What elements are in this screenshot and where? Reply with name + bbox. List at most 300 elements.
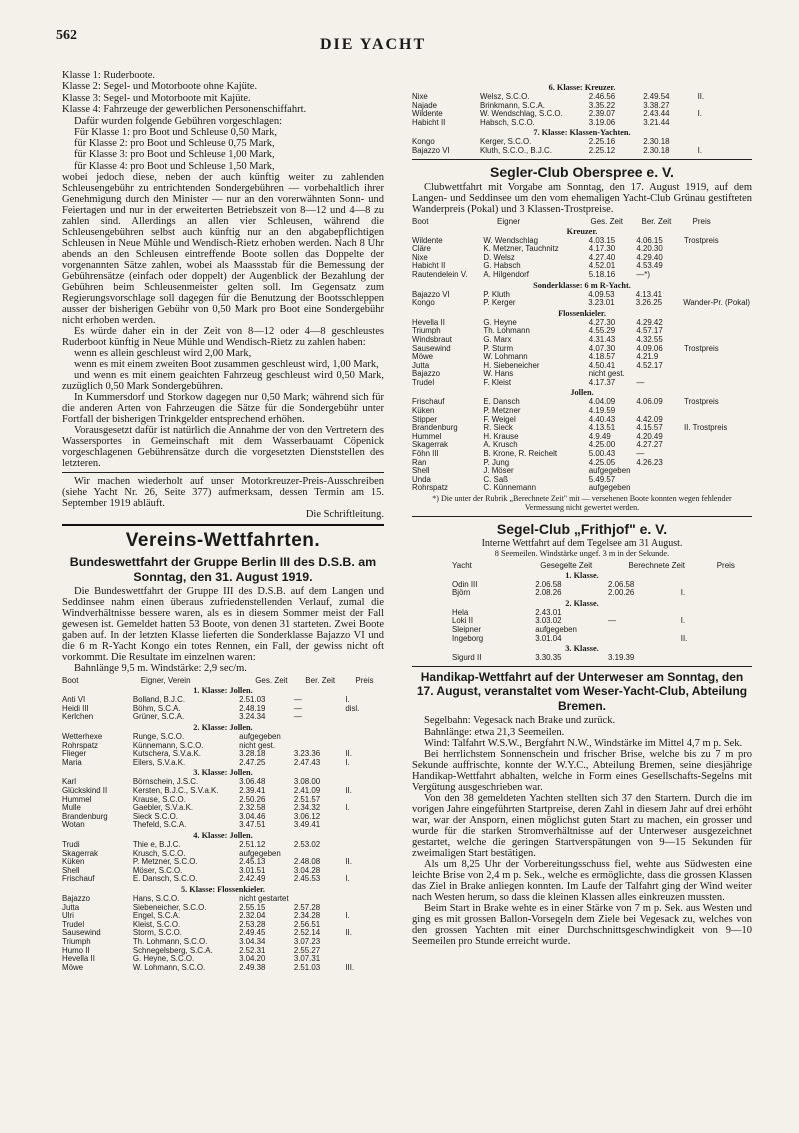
table-cell: I. (345, 757, 350, 767)
table-cell: 4.09.53 (588, 289, 615, 299)
table-cell: 3.06.12 (293, 811, 321, 821)
table-cell: 3.01.04 (535, 633, 562, 643)
table-cell: 2.51.03 (293, 962, 321, 972)
table-cell: Nixe (412, 92, 428, 101)
results-tables (412, 571, 752, 663)
table-cell: P. Metzner (483, 406, 521, 416)
gebuehr-item: für Klasse 4: pro Boot und Schleuse 1,50 Mark, (74, 160, 275, 172)
table-row (62, 947, 384, 956)
table-cell: 4.55.29 (588, 326, 616, 336)
table-cell: C. Saß (483, 474, 508, 484)
klasse-item: Klasse 3: Segel- und Motorboote mit Kajüte. (62, 92, 251, 104)
table-cell: Rohrspatz (412, 483, 448, 493)
table-cell: 3.38.27 (643, 100, 670, 110)
table-cell: Frischauf (412, 397, 445, 407)
table-cell (636, 467, 684, 476)
table-cell: R. Sieck (483, 423, 513, 433)
table-cell: I. (680, 588, 686, 598)
results-tables (412, 227, 752, 493)
table-cell: I. (345, 911, 350, 921)
table-cell: Odin III (452, 579, 478, 589)
table-cell: 3.23.36 (293, 749, 321, 759)
table-cell: Hevella II (62, 954, 95, 964)
table-cell (294, 733, 346, 742)
table-cell: Wotan (62, 820, 85, 830)
table-row (412, 93, 752, 102)
table-cell: P. Kluth (483, 289, 510, 299)
table-cell: Sigurd II (452, 653, 482, 663)
table-cell: 4.17.30 (588, 244, 616, 254)
table-cell: nicht gest. (239, 740, 276, 750)
class-title: 6. Klasse: Kreuzer. (548, 83, 616, 92)
divider (62, 524, 384, 526)
table-cell: 3.28.18 (239, 749, 266, 759)
race-intro: Interne Wettfahrt auf dem Tegelsee am 31 August. (481, 537, 683, 549)
results-table (412, 138, 752, 155)
paragraph: In Kummersdorf und Storkow dagegen nur 0,50 Mark; während sich für die anderen Arten von Fahrzeugen die Sätze für die Sondergebühr unter Fortfall der bisherigen Trinkgelder entsprechend erhöhen. (62, 392, 384, 426)
table-cell: Künnemann, S.C.O. (132, 740, 204, 750)
table-cell: I. (697, 145, 702, 155)
class-title: 2. Klasse: Jollen. (193, 723, 253, 733)
club-title: Segler-Club Oberspree e. V. (490, 163, 674, 180)
table-cell: Sieck S.C.O. (132, 811, 178, 821)
class-title: 7. Klasse: Klassen-Yachten. (533, 128, 631, 138)
header-ber: Ber. Zeit (641, 216, 672, 226)
table-cell: Welsz, S.C.O. (480, 92, 530, 101)
table-cell: Flieger (62, 749, 87, 759)
table-cell: 4.20.49 (636, 431, 663, 441)
table-cell: 5.49.57 (588, 474, 616, 484)
table-row (62, 733, 384, 742)
table-cell: 4.04.09 (588, 397, 616, 407)
table-cell: 3.07.31 (293, 954, 321, 964)
table-cell: Mulle (62, 803, 81, 813)
table-cell: Bajazzo VI (412, 145, 450, 155)
table-row (62, 938, 384, 947)
table-cell: Börnschein, J.S.C. (132, 777, 199, 787)
table-cell: — (636, 377, 645, 387)
results-tables (62, 686, 384, 972)
table-row (412, 110, 752, 119)
table-cell: A. Hilgendorf (483, 269, 530, 279)
table-cell: Najade (412, 100, 438, 110)
race-detail: Wind: Talfahrt W.S.W., Bergfahrt N.W., Windstärke im Mittel 4,7 m p. Sek. (424, 738, 743, 750)
divider (412, 666, 752, 667)
table-cell: disl. (345, 703, 360, 713)
table-cell: II. (345, 749, 352, 759)
table-cell: Habsch, S.C.O. (480, 117, 535, 127)
table-cell: Hummel (412, 431, 442, 441)
table-cell: P. Metzner, S.C.O. (132, 857, 198, 867)
table-row (452, 654, 712, 663)
table-cell: Windsbraut (412, 334, 452, 344)
table-cell: Th. Lohmann (483, 326, 530, 336)
table-cell: Wander-Pr. (Pokal) (683, 298, 750, 308)
table-cell: 3.04.28 (293, 865, 321, 875)
left-column (62, 70, 384, 972)
table-cell: Skagerrak (62, 848, 98, 858)
table-cell (684, 262, 752, 271)
table-cell: 2.43.01 (535, 607, 562, 617)
table-cell: 3.01.51 (239, 865, 266, 875)
race-title: Handikap-Wettfahrt auf der Unterweser am Sonntag, den 17. August, veranstaltet vom Weser-Yacht-Club, Abteilung Bremen. (416, 669, 748, 713)
table-row (62, 929, 384, 938)
table-cell: W. Lohmann (483, 352, 528, 362)
table-cell: Humo II (62, 945, 90, 955)
table-cell: — (636, 449, 645, 459)
table-cell: I. (697, 109, 702, 119)
header-ber: Ber. Zeit (305, 676, 336, 686)
table-row (412, 119, 752, 128)
table-row (412, 237, 752, 246)
table-cell: 3.21.44 (643, 117, 670, 127)
results-table (62, 778, 384, 830)
section-title: Vereins-Wettfahrten. (125, 530, 321, 552)
table-cell: 2.49.45 (239, 928, 266, 938)
table-cell: P. Jung (483, 457, 510, 467)
table-cell: 2.34.32 (293, 803, 321, 813)
table-cell: Maria (62, 757, 82, 767)
header-eigner: Eigner, Verein (140, 676, 191, 686)
table-cell: Hummel (62, 794, 92, 804)
race-text: Die Bundeswettfahrt der Gruppe III des D.S.B. auf dem Langen und Seddinsee nahm einen überaus zufriedenstellenden Verlauf, zumal die Windverhältnisse bessere waren, als es in diesem Sommer meist der Fall gewesen ist. Gemeldet hatten 53 Boote, von denen 31 starteten. Zwei Boote gaben auf. In der letzten Klasse lieferten die Sonderklasse Bajazzo VI und die 6 m R-Yacht Kongo ein totes Rennen, ein Fall, der gewiss nicht oft vorkommt. Die Resultate im einzelnen waren: (62, 586, 384, 664)
notice: Wir machen wiederholt auf unser Motorkreuzer-Preis-Ausschreiben (siehe Yacht Nr. 26, Seite 377) aufmerksam, dessen Termin am 15. September 1919 abläuft. (62, 476, 384, 510)
table-cell: Habicht II (412, 261, 446, 271)
table-cell (684, 379, 752, 388)
table-cell: 4.13.51 (588, 423, 616, 433)
table-row (452, 581, 712, 590)
table-cell: Glückskind II (62, 786, 108, 795)
table-cell: 2.55.15 (239, 902, 266, 912)
table-cell (345, 938, 384, 947)
table-cell: Trudi (62, 839, 80, 849)
table-cell: Heidi III (62, 703, 89, 713)
table-row (62, 895, 384, 904)
table-cell: 4.20.30 (636, 244, 663, 254)
table-cell: D. Welsz (483, 252, 515, 262)
table-row (412, 379, 752, 388)
table-cell: Jutta (412, 360, 430, 370)
table-row (412, 245, 752, 254)
table-cell: 2.50.26 (239, 794, 266, 804)
table-cell: W. Hans (483, 369, 514, 379)
table-row (62, 867, 384, 876)
table-cell (345, 867, 384, 876)
table-cell: 3.04.34 (239, 936, 266, 946)
table-cell: Jutta (62, 902, 80, 912)
table-cell: G. Marx (483, 334, 512, 344)
gebuehr-item: Für Klasse 1: pro Boot und Schleuse 0,50 Mark, (74, 126, 277, 138)
table-row (412, 327, 752, 336)
table-cell: P. Sturm (483, 343, 514, 353)
table-cell: Engel, S.C.A. (132, 911, 181, 921)
table-row (62, 921, 384, 930)
table-cell: 4.27.27 (636, 440, 663, 450)
table-cell: Kongo (412, 298, 435, 308)
table-cell: 3.23.01 (588, 298, 615, 308)
table-cell: Möwe (62, 962, 84, 972)
table-cell: 4.57.17 (636, 326, 663, 336)
paragraph: Bei herrlichstem Sonnenschein und frischer Brise, welche bis zu 7 m pro Sekunde auffrischte, konnte der W.Y.C., Abteilung Bremen, seine diesjährige Handikap-Wettfahrt abhalten, welche in Form eines Gesellschafts-Segelns mit Vergütung ausgeschrieben war. (412, 749, 752, 794)
table-cell: Hevella II (412, 317, 445, 327)
table-cell: Bajazzo (412, 369, 441, 379)
table-cell (698, 102, 752, 111)
table-cell: Möwe (412, 352, 434, 362)
table-cell (684, 450, 752, 459)
table-cell: W. Lohmann, S.C.O. (132, 962, 206, 972)
table-cell: 4.21.9 (636, 352, 659, 362)
table-cell: 4.9.49 (588, 431, 611, 441)
header-preis: Preis (716, 560, 735, 570)
table-cell: 4.52.17 (636, 360, 663, 370)
table-cell: 4.27.30 (588, 317, 616, 327)
table-cell: Föhn III (412, 449, 439, 459)
table-cell: 4.07.30 (588, 343, 616, 353)
table-row (412, 147, 752, 156)
table-row (62, 858, 384, 867)
table-cell: Eilers, S.V.a.K. (132, 757, 186, 767)
table-cell: — (293, 695, 302, 705)
table-cell: 3.24.34 (239, 712, 266, 722)
table-row (412, 424, 752, 433)
table-cell: Th. Lohmann, S.C.O. (132, 936, 208, 946)
class-title: 4. Klasse: Jollen. (193, 830, 253, 840)
paragraph: Beim Start in Brake wehte es in einer Stärke von 7 m p. Sek. aus Westen und ging es mit grossen Ballon-Vorsegeln dem Ziele bei Vegesack zu, welches von den grossen Yachten mit einer Durchschnittsgeschwindigkeit von 9—10 Seemeilen pro Stunde erreicht wurde. (412, 903, 752, 948)
table-row (412, 441, 752, 450)
results-table (62, 895, 384, 972)
header-ges: Ges. Zeit (255, 676, 288, 686)
table-row (62, 821, 384, 830)
table-cell: 4.50.41 (588, 360, 616, 370)
class-title: Jollen. (570, 388, 594, 398)
table-cell (684, 271, 752, 280)
paragraph: und wenn es mit einem geaichten Fahrzeug geschleust wird 0,50 Mark, zuzüglich 0,50 Mark Sondergebühren. (62, 370, 384, 393)
table-cell: 2.30.18 (643, 137, 670, 147)
footnote: *) Die unter der Rubrik „Berechnete Zeit" mit — versehenen Boote konnten wegen fehlender Vermessung nicht gewertet werden. (432, 494, 732, 512)
results-table (412, 398, 752, 493)
table-cell: 3.04.46 (239, 811, 266, 821)
table-cell: Gaebler, S.V.a.K. (132, 803, 194, 813)
table-cell: 4.15.57 (636, 423, 663, 433)
results-table (412, 237, 752, 280)
table-cell: 2.06.58 (535, 579, 562, 589)
table-row (62, 912, 384, 921)
table-cell (345, 733, 384, 742)
table-cell (684, 459, 752, 468)
table-row (62, 964, 384, 973)
table-cell: Kutschera, S.V.a.K. (132, 749, 201, 759)
klasse-item: Klasse 1: Ruderboote. (62, 70, 156, 81)
table-cell: 4.18.57 (588, 352, 616, 362)
table-row (412, 459, 752, 468)
table-cell: aufgegeben (239, 848, 281, 858)
table-cell: 2.56.51 (293, 919, 321, 929)
table-cell (684, 254, 752, 263)
table-row (62, 778, 384, 787)
table-cell: W. Wendschlag, S.C.O. (480, 109, 563, 119)
class-title: 3. Klasse: Jollen. (193, 768, 253, 778)
table-cell: C. Künnemann (483, 483, 537, 493)
table-cell: G. Habsch (483, 261, 521, 271)
table-header (412, 217, 752, 226)
header-boot: Boot (412, 216, 429, 226)
race-detail: Bahnlänge: etwa 21,3 Seemeilen. (424, 726, 565, 738)
table-cell: III. (345, 962, 355, 972)
table-row (452, 609, 712, 618)
gebuehr-item: für Klasse 2: pro Boot und Schleuse 0,75 Mark, (74, 138, 275, 150)
table-cell: 2.52.14 (293, 928, 321, 938)
club-title: Segel-Club „Frithjof" e. V. (496, 520, 668, 537)
class-title: 2. Klasse. (565, 598, 599, 608)
class-title: Flossenkieler. (558, 308, 606, 318)
table-cell (684, 245, 752, 254)
table-cell (345, 904, 384, 913)
table-row (412, 407, 752, 416)
table-cell: Runge, S.C.O. (132, 732, 185, 742)
table-row (62, 759, 384, 768)
table-cell: 4.27.40 (588, 252, 616, 262)
table-cell: 4.06.15 (636, 235, 663, 245)
table-cell: Kleist, S.C.O. (132, 919, 181, 929)
table-cell (681, 654, 712, 663)
divider (412, 516, 752, 517)
table-cell: Küken (62, 857, 85, 867)
paragraph: Vorausgesetzt dafür ist natürlich die Annahme der von den Vertretern des Wassersportes in Gemeinschaft mit dem Wasserbauamt Cöpenick vorgeschlagenen Gebührensätze durch die vorgesetzten Dienststellen des letzteren. (62, 425, 384, 470)
table-row (412, 433, 752, 442)
results-table (412, 291, 752, 308)
table-row (452, 635, 712, 644)
table-row (412, 319, 752, 328)
table-cell: 4.17.37 (588, 377, 616, 387)
class-title: 3. Klasse. (565, 644, 599, 654)
table-cell: II. (345, 928, 352, 938)
table-cell: Sleipner (452, 624, 481, 634)
table-cell: 2.34.28 (293, 911, 321, 921)
class-title: 1. Klasse: Jollen. (193, 686, 253, 696)
table-cell (608, 609, 681, 618)
table-row (62, 696, 384, 705)
table-row (412, 398, 752, 407)
table-cell: E. Dansch (483, 397, 520, 407)
table-cell: Cläre (412, 244, 431, 254)
table-row (452, 589, 712, 598)
table-cell: F. Kleist (483, 377, 512, 387)
table-cell: nicht gest. (588, 369, 625, 379)
table-cell (345, 947, 384, 956)
table-cell: 2.08.26 (535, 588, 562, 598)
table-cell: nicht gestartet (239, 893, 289, 903)
table-cell: Storm, S.C.O. (132, 928, 182, 938)
table-cell: 2.42.49 (239, 874, 266, 884)
paragraph: Von den 38 gemeldeten Yachten stellten sich 37 den Startern. Durch die im vorigen Jahre eingeführten Startpreise, deren Zahl in diesem Jahr auf drei erhöht war, war der Ansporn, einen möglichst guten Start zu machen, ein grosser und wurde für die starken Stromverhältnisse auf der Unterweser ausgezeichnet gestartet, welche die geringen Startverspätungen von 9—15 Sekunden für zweimaligen Start bestätigen. (412, 793, 752, 860)
table-cell: 4.29.40 (636, 252, 663, 262)
table-cell: 2.45.53 (293, 874, 321, 884)
table-row (62, 955, 384, 964)
table-cell: 5.18.16 (588, 269, 616, 279)
table-cell: Sausewind (62, 928, 101, 938)
table-cell: 2.39.07 (588, 109, 616, 119)
table-cell: I. (345, 803, 350, 813)
table-cell: Böhm, S.C.A. (132, 703, 181, 713)
table-cell: Habicht II (412, 117, 446, 127)
table-row (62, 841, 384, 850)
table-cell: Wildente (412, 235, 443, 245)
class-title: 5. Klasse: Flossenkieler. (180, 884, 266, 894)
table-cell: 2.53.02 (293, 839, 321, 849)
gebuehren-list (62, 127, 384, 173)
table-cell: 2.41.09 (293, 786, 321, 795)
table-cell: Brandenburg (62, 811, 108, 821)
table-cell: B. Krone, R. Reichelt (483, 449, 558, 459)
table-cell (345, 895, 384, 904)
table-cell (698, 119, 752, 128)
table-cell: Kersten, B.J.C., S.V.a.K. (132, 786, 219, 795)
table-cell: Bajazzo VI (412, 289, 450, 299)
table-cell: Hans, S.C.O. (132, 893, 180, 903)
table-cell: Krusch, S.C.O. (132, 848, 186, 858)
table-cell: Grüner, S.C.A. (132, 712, 185, 722)
table-row (412, 484, 752, 493)
table-cell: Kongo (412, 137, 435, 147)
table-cell: Kluth, S.C.O., B.J.C. (480, 145, 552, 155)
table-cell: Ran (412, 457, 427, 467)
table-cell: Karl (62, 777, 77, 787)
table-row (412, 362, 752, 371)
table-row (412, 299, 752, 308)
race-details (412, 715, 752, 749)
divider (62, 472, 384, 473)
table-cell: Kerger, S.C.O. (480, 137, 532, 147)
table-cell: Shell (62, 865, 80, 875)
table-cell: Trudel (62, 919, 85, 929)
table-cell (684, 407, 752, 416)
table-cell: 2.47.25 (239, 757, 266, 767)
table-cell: Rautendelein V. (412, 269, 468, 279)
table-cell: 4.25.00 (588, 440, 616, 450)
results-table (62, 733, 384, 767)
table-cell: Trudel (412, 377, 435, 387)
table-cell: Triumph (62, 936, 91, 946)
table-cell (684, 476, 752, 485)
table-cell: Trostpreis (683, 235, 719, 245)
table-cell: F. Weigel (483, 414, 516, 424)
table-cell: —*) (636, 269, 650, 279)
table-row (62, 787, 384, 796)
table-row (62, 750, 384, 759)
class-title: 1. Klasse. (565, 570, 599, 580)
table-cell: 3.19.39 (607, 653, 635, 663)
table-cell: 2.48.19 (239, 703, 266, 713)
table-row (412, 467, 752, 476)
table-cell: 2.32.58 (239, 803, 266, 813)
table-cell: I. (345, 874, 350, 884)
table-row (412, 476, 752, 485)
table-cell (684, 362, 752, 371)
table-cell (684, 370, 752, 379)
table-cell: 2.06.58 (607, 579, 635, 589)
table-row (412, 254, 752, 263)
table-cell: E. Dansch, S.C.O. (132, 874, 198, 884)
table-cell: Krause, S.C.O. (132, 794, 186, 804)
table-cell: 2.46.56 (588, 92, 616, 101)
page-number: 562 (56, 28, 77, 43)
table-cell (345, 813, 384, 822)
table-cell: 4.40.43 (588, 414, 616, 424)
table-cell: H. Krause (483, 431, 519, 441)
race-detail: Segelbahn: Vegesack nach Brake und zurück. (424, 715, 616, 727)
table-cell: Unda (412, 474, 431, 484)
table-cell: 3.08.00 (293, 777, 321, 787)
